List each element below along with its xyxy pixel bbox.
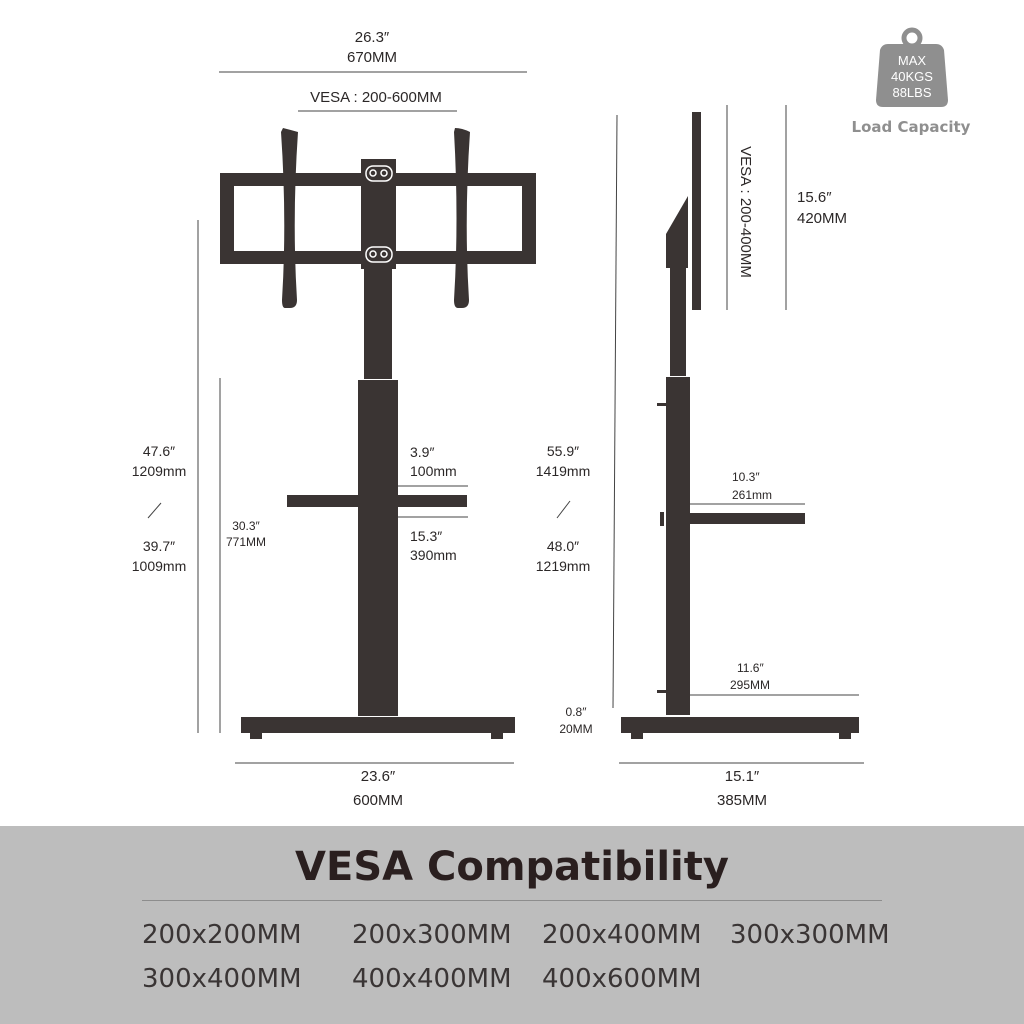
front-height-max-in: 47.6″ (142, 443, 176, 459)
load-kg-label: 40KGS (891, 69, 933, 84)
vesa-size-item: 200x200MM (142, 920, 302, 950)
front-shelf-thickness-mm: 100mm (410, 463, 457, 479)
vesa-size-item: 200x400MM (542, 920, 702, 950)
side-base-offset-mm: 295MM (730, 678, 771, 692)
load-max-label: MAX (897, 53, 927, 68)
side-upper-pole (670, 268, 686, 376)
side-base-depth-mm: 385MM (716, 792, 768, 809)
front-shelf-height-mm: 771MM (225, 535, 267, 549)
front-height-min-in: 39.7″ (142, 538, 176, 554)
front-shelf (287, 495, 467, 507)
front-shelf-width-mm: 390mm (410, 547, 457, 563)
side-bracket-height-mm: 420MM (797, 210, 848, 227)
front-height-max-mm: 1209mm (131, 463, 187, 479)
front-vesa-range: VESA : 200-600MM (310, 89, 442, 106)
load-capacity-weight-icon (876, 30, 948, 107)
side-height-max-mm: 1419mm (535, 463, 591, 479)
front-base (241, 717, 515, 733)
vesa-compatibility-panel (0, 826, 1024, 1024)
vesa-size-item: 400x600MM (542, 964, 702, 994)
front-left-arm (281, 128, 298, 308)
front-shelf-width-in: 15.3″ (410, 528, 443, 544)
front-shelf-thickness-in: 3.9″ (410, 444, 435, 460)
side-height-min-in: 48.0″ (546, 538, 580, 554)
vesa-divider (142, 900, 882, 901)
front-right-arm (454, 128, 470, 308)
side-shelf-depth-mm: 261mm (732, 488, 773, 502)
front-base-width-in: 23.6″ (360, 768, 396, 785)
side-tv-panel (692, 112, 701, 310)
side-shelf-depth-in: 10.3″ (732, 470, 760, 484)
front-width-mm: 670MM (346, 49, 398, 66)
side-base (621, 717, 859, 733)
side-vesa-range: VESA : 200-400MM (737, 146, 754, 278)
vesa-compatibility-title: VESA Compatibility (295, 844, 729, 890)
load-lbs-label: 88LBS (892, 85, 932, 100)
vesa-size-item: 300x400MM (142, 964, 302, 994)
side-height-max-in: 55.9″ (546, 443, 580, 459)
side-view (536, 105, 864, 809)
side-bracket-height-in: 15.6″ (797, 189, 832, 206)
front-upper-pole (364, 269, 392, 379)
load-capacity-label: Load Capacity (851, 118, 971, 136)
front-width-in: 26.3″ (354, 29, 390, 46)
side-height-min-mm: 1219mm (535, 558, 591, 574)
front-lower-pole (358, 380, 398, 716)
side-base-offset-in: 11.6″ (737, 661, 764, 675)
side-base-thickness-in: 0.8″ (565, 705, 587, 719)
vesa-size-item: 300x300MM (730, 920, 890, 950)
vesa-size-item: 400x400MM (352, 964, 512, 994)
side-bracket (666, 196, 688, 268)
side-lower-pole (666, 377, 690, 715)
side-base-depth-in: 15.1″ (724, 768, 760, 785)
front-view (132, 29, 536, 809)
front-height-min-mm: 1009mm (131, 558, 187, 574)
front-base-width-mm: 600MM (352, 792, 404, 809)
front-shelf-height-in: 30.3″ (232, 519, 260, 533)
vesa-size-item: 200x300MM (352, 920, 512, 950)
side-shelf (690, 513, 805, 524)
side-base-thickness-mm: 20MM (559, 722, 593, 736)
